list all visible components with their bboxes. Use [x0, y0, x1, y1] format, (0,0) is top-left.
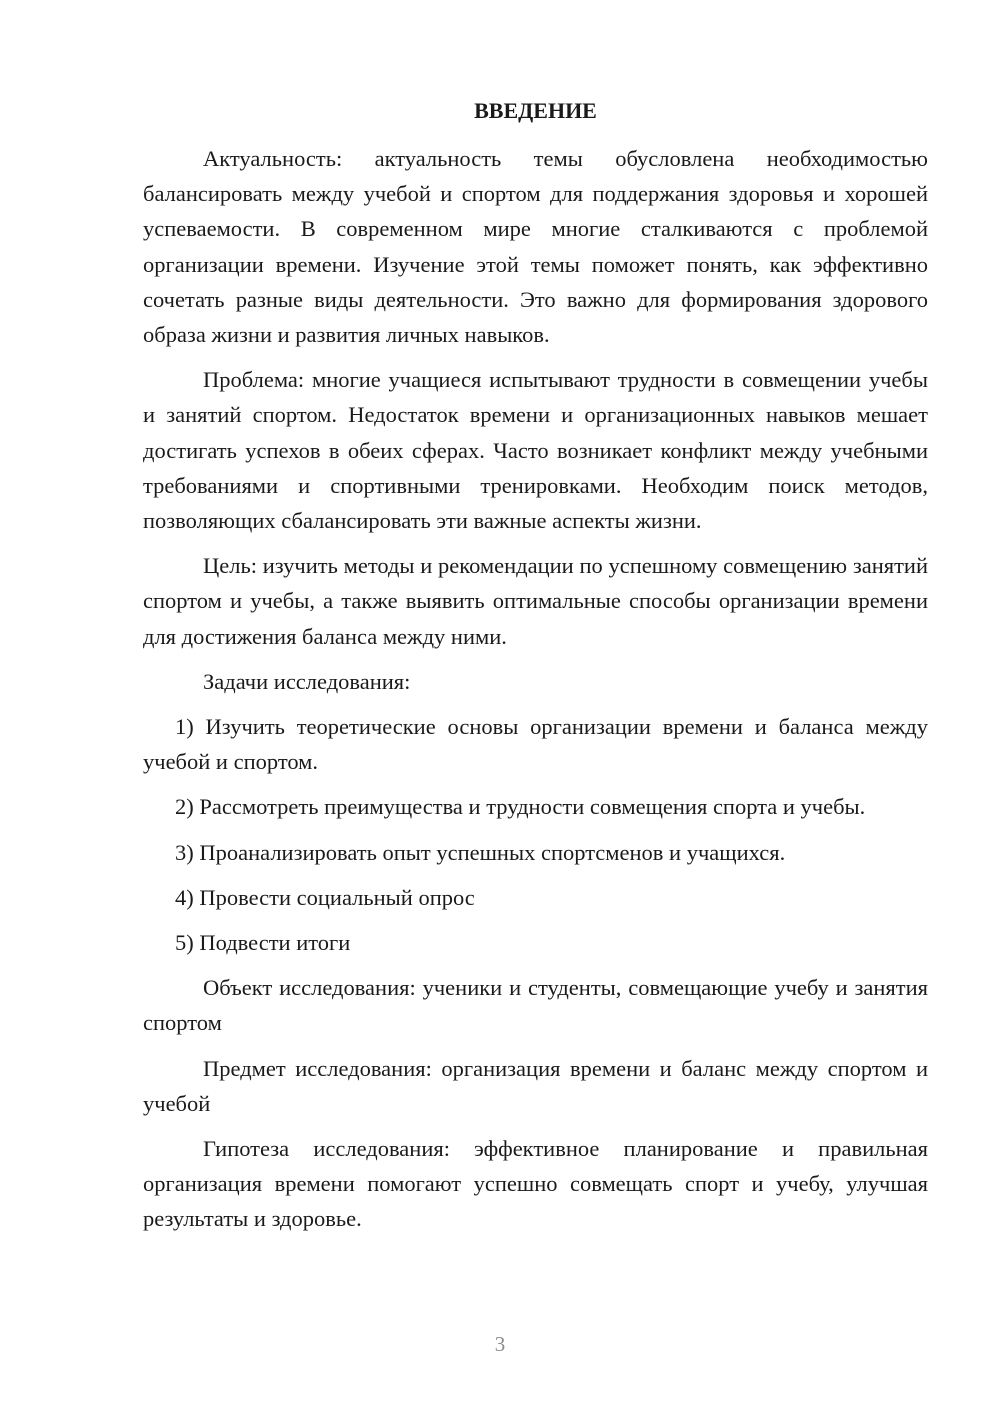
task-item: 1) Изучить теоретические основы организации времени и баланса между учебой и спортом. — [143, 714, 928, 775]
task-item: 2) Рассмотреть преимущества и трудности совмещения спорта и учебы. — [175, 794, 866, 820]
paragraph-problem: Проблема: многие учащиеся испытывают трудности в совмещении учебы и занятий спортом. Недостаток времени и организационных навыков мешает достигать успехов в обеих сферах. Часто возникает конфликт между учебными требованиями и спортивными тренировками. Необходим поиск методов, позволяющих сбалансировать эти важные аспекты жизни. — [143, 367, 928, 534]
paragraph-hypothesis: Гипотеза исследования: эффективное планирование и правильная организация времени помогают успешно совмещать спорт и учебу, улучшая результаты и здоровье. — [143, 1136, 928, 1232]
page-content — [143, 95, 928, 1247]
paragraph-subject: Предмет исследования: организация времени и баланс между спортом и учебой — [143, 1055, 928, 1116]
page-title: ВВЕДЕНИЕ — [474, 98, 597, 123]
tasks-title: Задачи исследования: — [203, 668, 411, 694]
task-item: 5) Подвести итоги — [175, 930, 351, 956]
page-number: 3 — [494, 1332, 506, 1356]
paragraph-relevance: Актуальность: актуальность темы обусловлена необходимостью балансировать между учебой и спортом для поддержания здоровья и хорошей успеваемости. В современном мире многие сталкиваются с проблемой организации времени. Изучение этой темы поможет понять, как эффективно сочетать разные виды деятельности. Это важно для формирования здорового образа жизни и развития личных навыков. — [143, 146, 928, 348]
task-item: 3) Проанализировать опыт успешных спортсменов и учащихся. — [175, 839, 786, 865]
task-item: 4) Провести социальный опрос — [175, 884, 475, 910]
paragraph-goal: Цель: изучить методы и рекомендации по успешному совмещению занятий спортом и учебы, а также выявить оптимальные способы организации времени для достижения баланса между ними. — [143, 553, 928, 649]
paragraph-object: Объект исследования: ученики и студенты, совмещающие учебу и занятия спортом — [143, 975, 928, 1036]
